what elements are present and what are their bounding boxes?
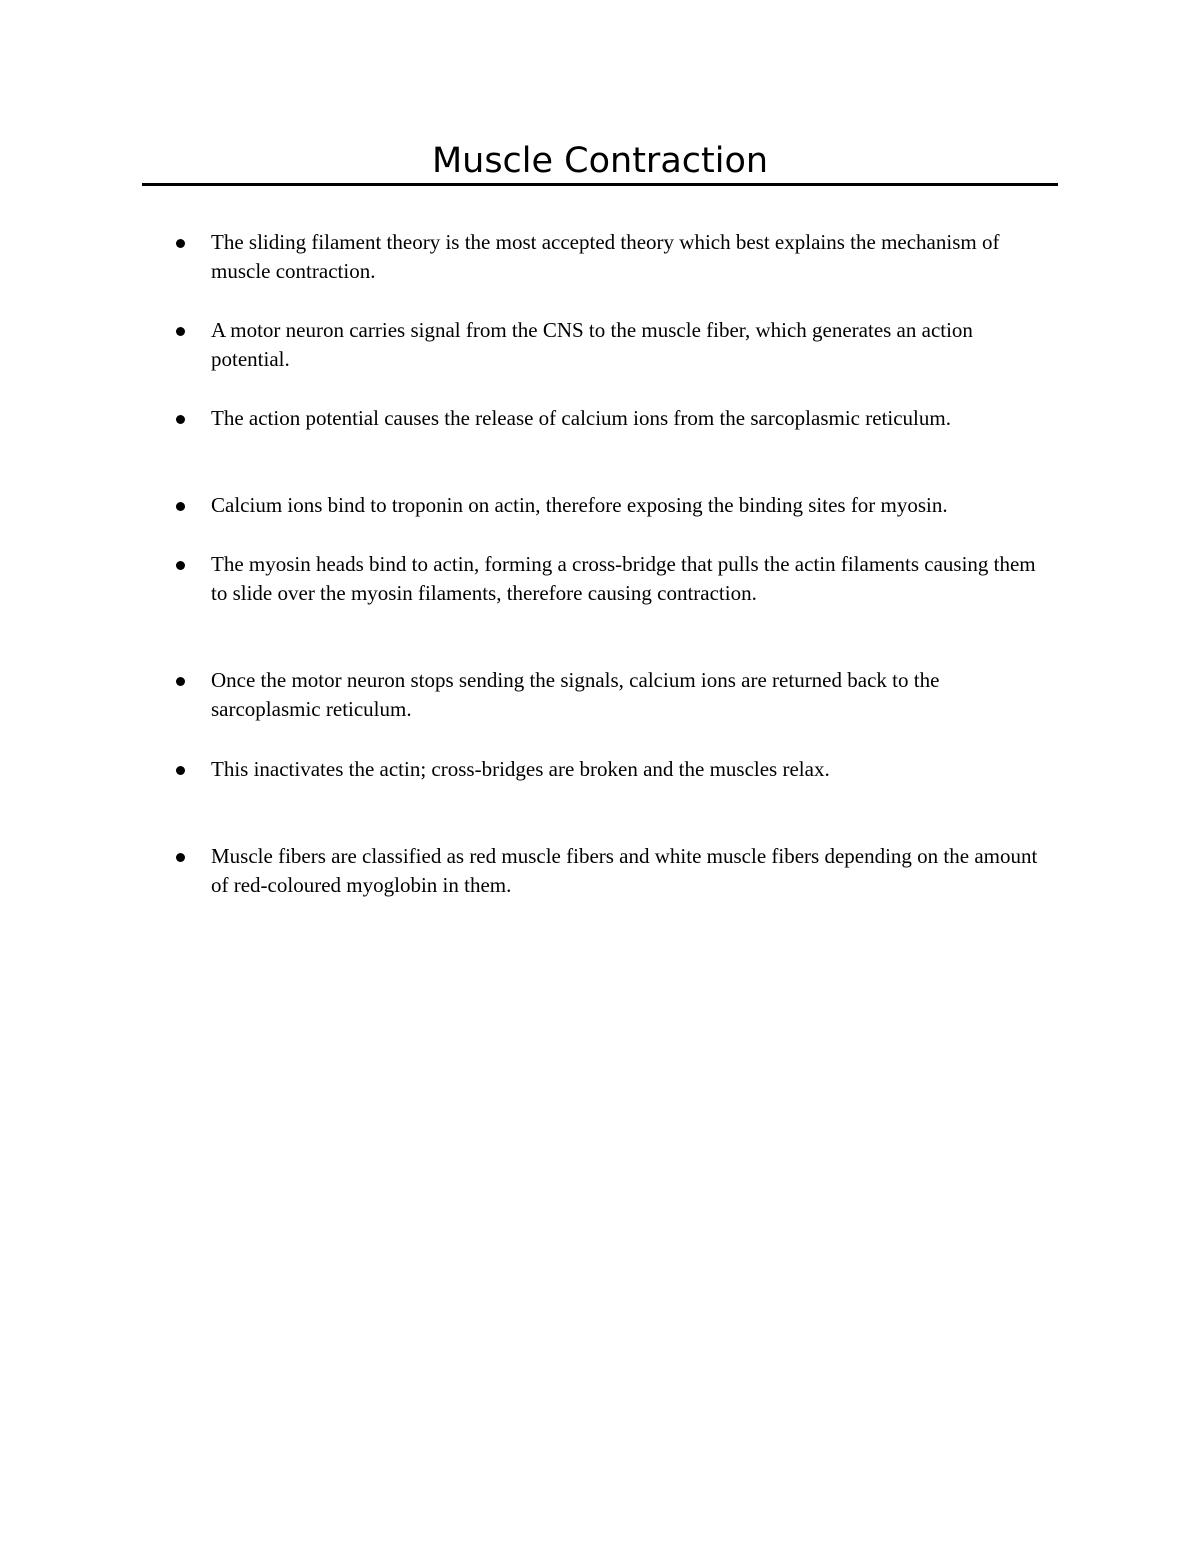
bullet-text: The action potential causes the release of calcium ions from the sarcoplasmic reticulum. [211, 406, 951, 430]
bullet-icon [176, 561, 185, 570]
bullet-icon [176, 766, 185, 775]
bullet-text: Once the motor neuron stops sending the signals, calcium ions are returned back to the sarcoplasmic reticulum. [211, 668, 940, 721]
list-item [172, 316, 1052, 374]
list-item [172, 491, 1052, 520]
bullet-text: The sliding filament theory is the most accepted theory which best explains the mechanism of muscle contraction. [211, 230, 1000, 283]
page-title: Muscle Contraction [431, 141, 769, 181]
bullet-text: A motor neuron carries signal from the CNS to the muscle fiber, which generates an action potential. [211, 318, 973, 371]
bullet-text: The myosin heads bind to actin, forming a cross-bridge that pulls the actin filaments causing them to slide over the myosin filaments, therefore causing contraction. [211, 552, 1036, 605]
list-item [172, 666, 1052, 724]
bullet-text: Muscle fibers are classified as red muscle fibers and white muscle fibers depending on the amount of red-coloured myoglobin in them. [211, 844, 1038, 897]
bullet-text: Calcium ions bind to troponin on actin, therefore exposing the binding sites for myosin. [211, 493, 948, 517]
list-item [172, 842, 1052, 900]
list-item [172, 228, 1052, 286]
list-item [172, 404, 1052, 433]
list-item [172, 550, 1052, 608]
bullet-icon [176, 853, 185, 862]
bullet-icon [176, 239, 185, 248]
bullet-text: This inactivates the actin; cross-bridges are broken and the muscles relax. [211, 757, 830, 781]
bullet-icon [176, 327, 185, 336]
list-item [172, 755, 1052, 784]
bullet-icon [176, 502, 185, 511]
bullet-icon [176, 415, 185, 424]
bullet-icon [176, 677, 185, 686]
title-underline [142, 183, 1058, 186]
